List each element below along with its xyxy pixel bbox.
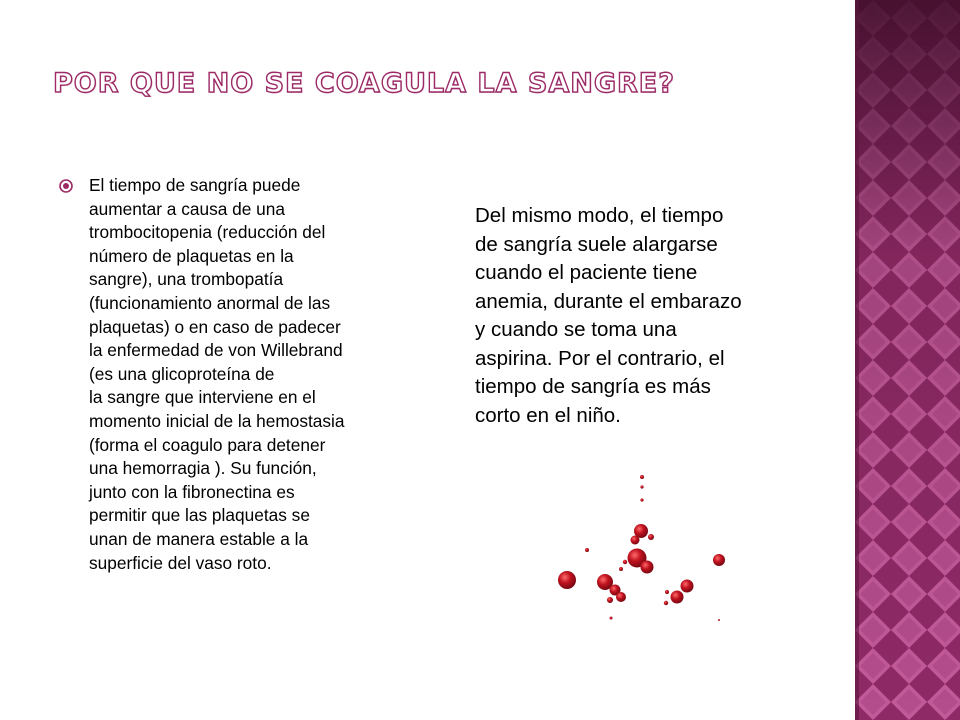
blood-drops-image [545,470,735,630]
bullet-text: El tiempo de sangría puede aumentar a causa de una trombocitopenia (reducción del número de plaquetas en la sangre), una trombopatía (funcionamiento anormal de las plaquetas) o en caso de padecer la enfermedad de von Willebrand (es una glicoproteína de la sangre que interviene en el momento inicial de la hemostasia (forma el coagulo para detener una hemorragia ). Su función, junto con la fibronectina es permitir que las plaquetas se unan de manera estable a la superficie del vaso roto. [89,175,345,573]
bullet-list [58,174,423,575]
circle-dot-bullet-icon [58,178,74,194]
right-paragraph: Del mismo modo, el tiempo de sangría suele alargarse cuando el paciente tiene anemia, durante el embarazo y cuando se toma una aspirina. Por el contrario, el tiempo de sangría es más corto en el niño. [475,204,742,427]
decorative-sidebar [855,0,960,720]
slide-title: POR QUE NO SE COAGULA LA SANGRE? [53,68,675,99]
